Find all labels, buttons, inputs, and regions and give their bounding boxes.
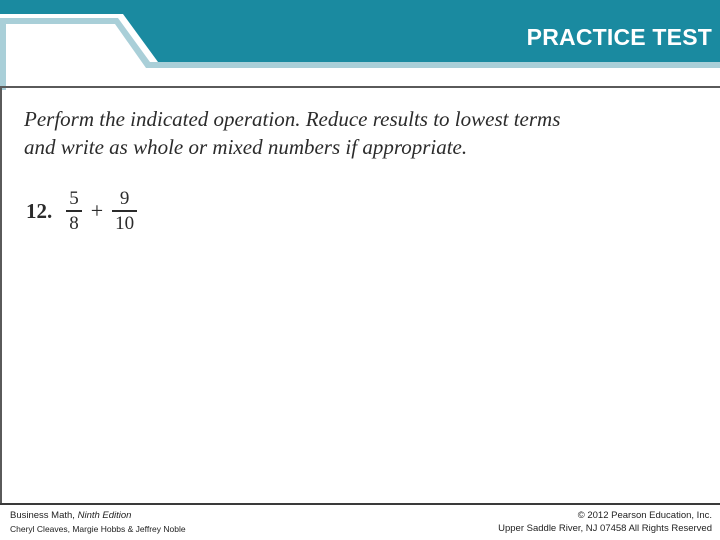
footer-edition: Ninth Edition bbox=[77, 510, 132, 521]
footer-address: Upper Saddle River, NJ 07458 All Rights Reserved bbox=[498, 523, 712, 534]
footer-book-name: Business Math, bbox=[10, 510, 78, 521]
header-teal-top bbox=[0, 0, 123, 14]
header-underline bbox=[0, 86, 720, 88]
problem-12 bbox=[26, 183, 137, 239]
problem-number: 12. bbox=[26, 198, 53, 223]
instructions-line-2: and write as whole or mixed numbers if appropriate. bbox=[24, 135, 468, 159]
fraction-1 bbox=[66, 188, 82, 234]
footer-divider bbox=[0, 503, 720, 505]
fraction-1-denominator: 8 bbox=[69, 212, 79, 234]
left-border bbox=[0, 86, 2, 504]
fraction-2-numerator: 9 bbox=[119, 188, 130, 210]
fraction-2-denominator: 10 bbox=[115, 212, 135, 234]
page-title: PRACTICE TEST bbox=[526, 24, 712, 50]
instructions-line-1: Perform the indicated operation. Reduce results to lowest terms bbox=[24, 107, 561, 131]
fraction-1-numerator: 5 bbox=[69, 188, 79, 210]
plus-operator: + bbox=[90, 198, 104, 223]
instructions bbox=[24, 105, 664, 161]
fraction-2 bbox=[112, 188, 137, 234]
footer-copyright: © 2012 Pearson Education, Inc. bbox=[577, 510, 712, 521]
footer-authors: Cheryl Cleaves, Margie Hobbs & Jeffrey Noble bbox=[10, 524, 186, 534]
footer-book-title bbox=[10, 510, 131, 521]
